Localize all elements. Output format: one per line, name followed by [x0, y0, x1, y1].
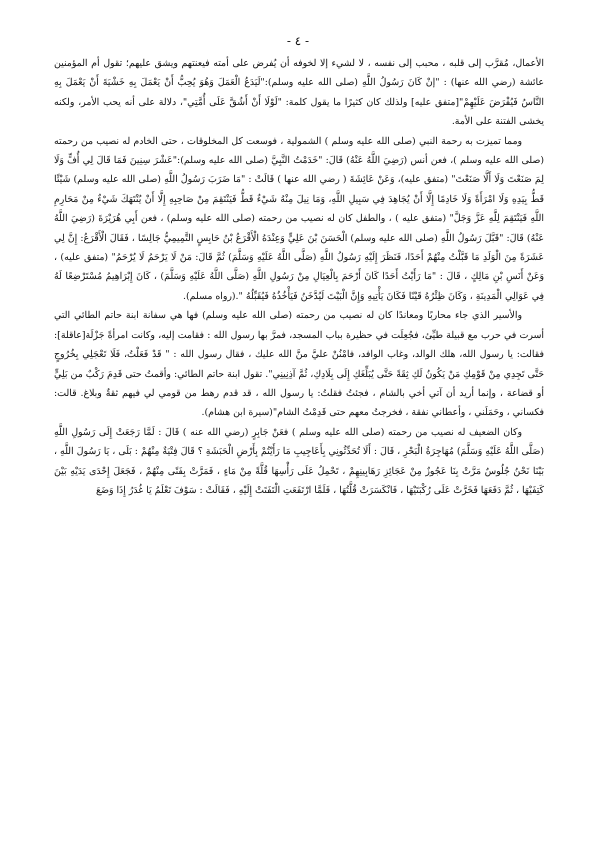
body-text [54, 54, 544, 826]
paragraph: والأسير الذي جاء محاربًا ومعاندًا كان له نصيب من رحمته (صلى الله عليه وسلم) فها هي سفانة ابنة حاتم الطائي التي أسرت في حرب مع قبيلة طيِّئ، فجُعِلَت في حظيرة بباب المسجد، فمرَّ بها رسول الله : فقامت إليه، وكانت امرأةً جَزْلَة[عاقلة]: فقالت: يا رسول الله، هلك الوالد، وغاب الوافد، فامْنُنْ عليَّ منَّ الله عليك ، فقال رسول الله : " قَدْ فَعَلْتُ، فَلَا تَعْجَلِي بِخُرُوجٍ حَتَّى تَجِدِي مِنْ قَوْمِكِ مَنْ يَكُونُ لَكِ ثِقَةً حَتَّى يُبَلِّغَكِ إِلَى بِلَادِكِ، ثُمَّ آذِنِينِي". تقول ابنة حاتم الطائي: وأقمتُ حتى قَدِمَ رَكْبٌ من بَلِيٍّ أو قضاعة ، وإنما أريد أن آتي أخي بالشام ، فجئتُ فقلتُ: يا رسول الله ، قد قدم رهط من قومي لي فيهم ثقةٌ وبلاغ. قالت: فكساني ، وحَمَلَني ، وأعطاني نفقة ، فخرجتُ معهم حتى قَدِمْتُ الشام"(سيرة ابن هشام). [54, 310, 544, 419]
paragraph: الأعمال، مُقرَّب إلى قلبه ، محبب إلى نفسه ، لا لشيء إلا لخوفه أن يُفرض على أمته فيعنتهم ويشق عليهم؛ تقول أم المؤمنين عائشة (رضي الله عنها) : "إنْ كَانَ رَسُولُ اللَّهِ (صلى الله عليه وسلم):"لَيَدَعُ الْعَمَلَ وَهُوَ يُحِبُّ أَنْ يَعْمَلَ بِهِ خَشْيَةَ أَنْ يَعْمَلَ بِهِ النَّاسُ فَيُفْرَضَ عَلَيْهِمْ"[متفق عليه] ولذلك كان كثيرًا ما يقول كلمة: "لَوْلَا أَنْ أَشُقَّ عَلَى أُمَّتِي"، دلالة على أنه يحب الأمر، ولكنه يخشى الفتنة على الأمة. [54, 58, 544, 128]
paragraph: وكان الضعيف له نصيب من رحمته (صلى الله عليه وسلم ) فعَنْ جَابِرٍ (رضي الله عنه ) قَالَ : لَمَّا رَجَعَتْ إِلَى رَسُولِ اللَّهِ (صَلَّى اللَّهُ عَلَيْهِ وَسَلَّمَ) مُهَاجِرَةُ الْبَحْرِ ، قَالَ : أَلَا تُحَدِّثُونِي بِأَعَاجِيبِ مَا رَأَيْتُمْ بِأَرْضِ الْحَبَشَةِ ؟ قَالَ فِتْيَةٌ مِنْهُمْ : بَلَى ، يَا رَسُولَ اللَّهِ ، بَيْنَا نَحْنُ جُلُوسٌ مَرَّتْ بِنَا عَجُوزٌ مِنْ عَجَائِزِ رَهَابِينِهِمْ ، تَحْمِلُ عَلَى رَأْسِهَا قُلَّةً مِنْ مَاءٍ ، فَمَرَّتْ بِفَتًى مِنْهُمْ ، فَجَعَلَ إِحْدَى يَدَيْهِ بَيْنَ كَتِفَيْهَا ، ثُمَّ دَفَعَهَا فَخَرَّتْ عَلَى رُكْبَتَيْهَا ، فَانْكَسَرَتْ قُلَّتُهَا ، فَلَمَّا ارْتَفَعَتِ الْتَفَتَتْ إِلَيْهِ ، فَقَالَتْ : سَوْفَ تَعْلَمُ يَا غُدَرُ إِذَا وَضَعَ [54, 426, 544, 496]
page-number: - ٤ - [286, 34, 310, 48]
paragraph: ومما تميزت به رحمة النبي (صلى الله عليه وسلم ) الشمولية ، فوسعت كل المخلوقات ، حتى الخادم له نصيب من رحمته (صلى الله عليه وسلم )، فعن أنس (رَضِيَ اللَّهُ عَنْهُ) قَالَ: "خَدَمْتُ النَّبِيَّ (صلى الله عليه وسلم):"عَشْرَ سِنِينَ فَمَا قَالَ لِي أُفٍّ وَلَا لِمَ صَنَعْتَ وَلَا أَلَّا صَنَعْتَ" (متفق عليه)، وَعَنْ عَائِشَةَ ( رضي الله عنها ) قَالَتْ : "مَا ضَرَبَ رَسُولُ اللَّهِ (صلى الله عليه وسلم) شَيْئًا قَطُّ بِيَدِهِ وَلَا امْرَأَةً وَلَا خَادِمًا إِلَّا أَنْ يُجَاهِدَ فِي سَبِيلِ اللَّهِ، وَمَا نِيلَ مِنْهُ شَيْءٌ قَطُّ فَيَنْتَقِمَ مِنْ صَاحِبِهِ إِلَّا أَنْ يُنْتَهَكَ شَيْءٌ مِنْ مَحَارِمِ اللَّهِ فَيَنْتَقِمَ لِلَّهِ عَزَّ وَجَلَّ" (متفق عليه ) ، والطفل كان له نصيب من رحمته (صلى الله عليه وسلم) ، فعن أَبِي هُرَيْرَةَ (رَضِيَ اللَّهُ عَنْهُ) قَالَ: "قَبَّلَ رَسُولُ اللَّهِ (صلى الله عليه وسلم) الْحَسَنَ بْنَ عَلِيٍّ وَعِنْدَهُ الْأَقْرَعُ بْنُ حَابِسٍ التَّمِيمِيُّ جَالِسًا ، فَقَالَ الْأَقْرَعُ: إِنَّ لِي عَشَرَةً مِنَ الْوَلَدِ مَا قَبَّلْتُ مِنْهُمْ أَحَدًا، فَنَظَرَ إِلَيْهِ رَسُولُ اللَّهِ (صَلَّى اللَّهُ عَلَيْهِ وَسَلَّمَ) ثُمَّ قَالَ: مَنْ لَا يَرْحَمُ لَا يُرْحَمُ" (متفق عليه) ، وَعَنْ أَنَسِ بْنِ مَالِكٍ ، قَالَ : "مَا رَأَيْتُ أَحَدًا كَانَ أَرْحَمَ بِالْعِيَالِ مِنْ رَسُولِ اللَّهِ (صَلَّى اللَّهُ عَلَيْهِ وَسَلَّمَ) ، كَانَ إِبْرَاهِيمُ مُسْتَرْضِعًا لَهُ فِي عَوَالِي الْمَدِينَةِ ، وَكَانَ ظِئْرُهُ قَيْنًا فَكَانَ يَأْتِيهِ وَإِنَّ الْبَيْتَ لَيُدَّخَنُ فَيَأْخُذُهُ فَيُقَبِّلُهُ ".(رواه مسلم). [54, 135, 544, 302]
